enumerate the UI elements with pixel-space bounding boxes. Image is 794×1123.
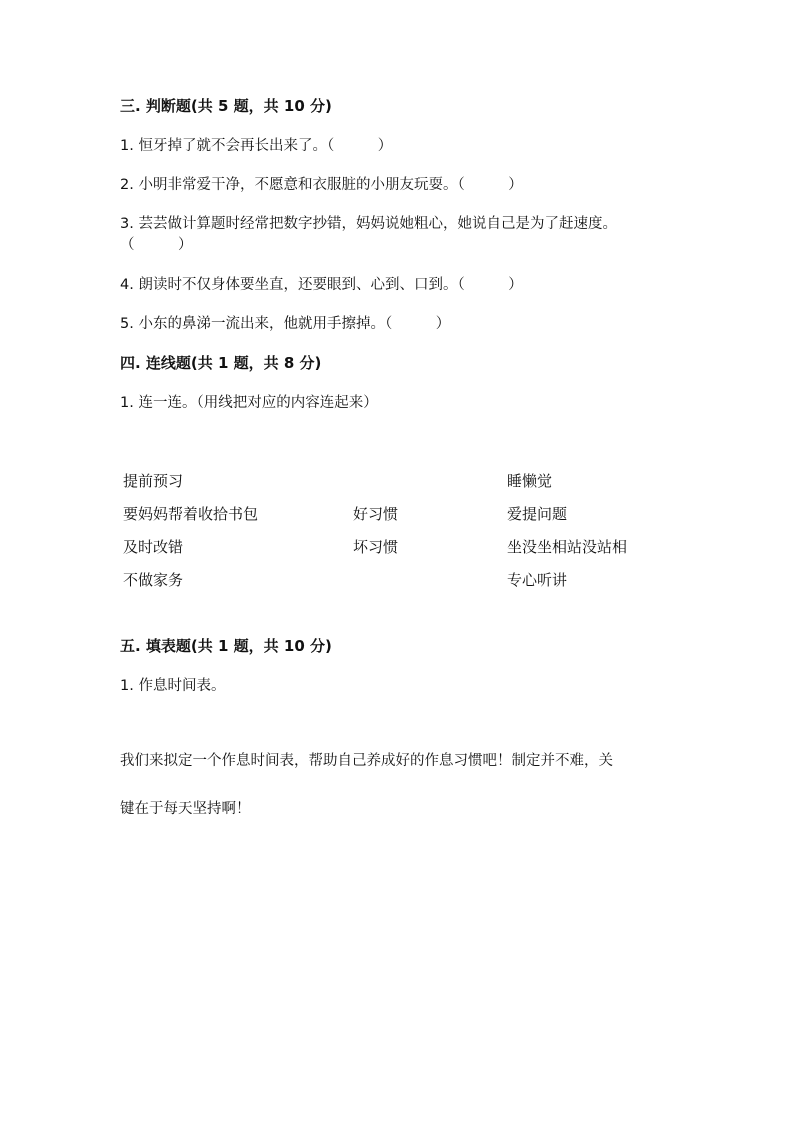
right-item[interactable]: 爱提问题 (507, 505, 568, 523)
section3-item-2: 2. 小明非常爱干净，不愿意和衣服脏的小朋友玩耍。（ ） (120, 177, 523, 193)
section3-item-3-bracket: （ ） (120, 237, 193, 253)
section5-heading: 五. 填表题(共 1 题，共 10 分) (120, 637, 332, 655)
left-item[interactable]: 及时改错 (123, 538, 184, 556)
middle-item[interactable]: 好习惯 (353, 505, 399, 523)
section3-item-4: 4. 朗读时不仅身体要坐直，还要眼到、心到、口到。（ ） (120, 277, 523, 293)
section3-item-5: 5. 小东的鼻涕一流出来，他就用手擦掉。（ ） (120, 316, 451, 332)
left-item[interactable]: 要妈妈帮着收拾书包 (123, 505, 259, 523)
right-item[interactable]: 专心听讲 (507, 571, 568, 589)
section3-item-3: 3. 芸芸做计算题时经常把数字抄错，妈妈说她粗心，她说自己是为了赶速度。 (120, 216, 617, 232)
left-item[interactable]: 提前预习 (123, 472, 184, 490)
section4-question: 1. 连一连。（用线把对应的内容连起来） (120, 395, 378, 411)
right-item[interactable]: 坐没坐相站没站相 (507, 538, 628, 556)
left-item[interactable]: 不做家务 (123, 571, 184, 589)
section3-item-1: 1. 恒牙掉了就不会再长出来了。（ ） (120, 138, 393, 154)
middle-item[interactable]: 坏习惯 (353, 538, 399, 556)
section5-question: 1. 作息时间表。 (120, 678, 226, 694)
section5-paragraph-line2: 键在于每天坚持啊！ (120, 801, 251, 817)
section3-heading: 三. 判断题(共 5 题，共 10 分) (120, 97, 332, 115)
right-item[interactable]: 睡懒觉 (507, 472, 553, 490)
section4-heading: 四. 连线题(共 1 题，共 8 分) (120, 354, 322, 372)
section5-paragraph-line1: 我们来拟定一个作息时间表，帮助自己养成好的作息习惯吧！制定并不难，关 (120, 753, 613, 769)
